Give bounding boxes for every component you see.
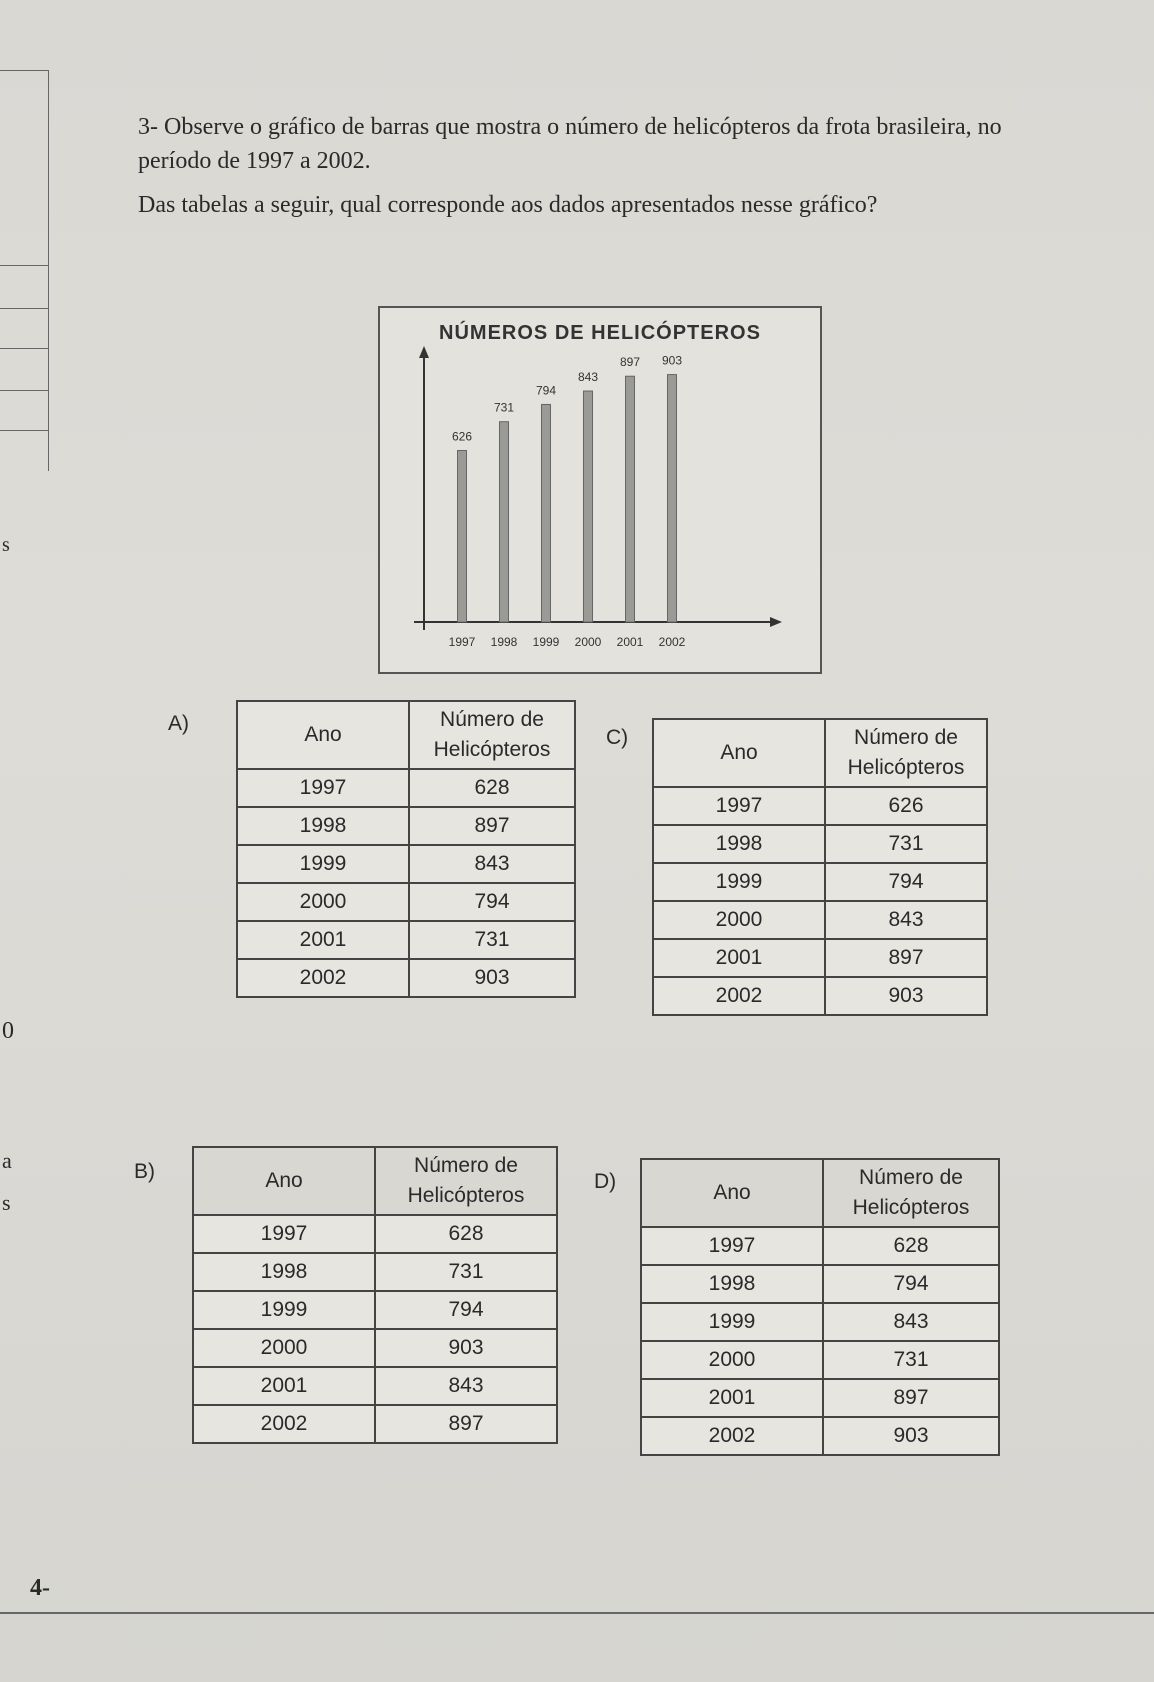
x-tick-label: 1998: [490, 635, 518, 649]
year-cell: 1999: [193, 1291, 375, 1329]
table-row: [193, 1405, 557, 1443]
x-tick-label: 2001: [616, 635, 644, 649]
table-row: [237, 807, 575, 845]
table-row: [193, 1367, 557, 1405]
count-cell: 897: [825, 939, 987, 977]
option-d-label[interactable]: D): [594, 1170, 617, 1193]
header-count: Número de Helicópteros: [823, 1159, 999, 1227]
count-cell: 731: [823, 1341, 999, 1379]
year-cell: 1998: [653, 825, 825, 863]
table-row: [237, 959, 575, 997]
table-row: [653, 787, 987, 825]
count-cell: 628: [409, 769, 575, 807]
margin-rule: [0, 390, 48, 391]
table-row: [193, 1215, 557, 1253]
table-row: [653, 901, 987, 939]
count-cell: 628: [823, 1227, 999, 1265]
year-cell: 2001: [653, 939, 825, 977]
table-row: [653, 939, 987, 977]
bar-value-label: 843: [577, 370, 599, 385]
year-cell: 1998: [641, 1265, 823, 1303]
margin-mark: s: [2, 1190, 11, 1215]
margin-mark: 0: [2, 1018, 14, 1044]
year-cell: 1999: [653, 863, 825, 901]
year-cell: 1997: [641, 1227, 823, 1265]
question-text: Observe o gráfico de barras que mostra o número de helicópteros da frota brasileira, no período de 1997 a 2002.: [138, 114, 1002, 174]
bar-value-label: 794: [535, 383, 557, 398]
question-prompt: Das tabelas a seguir, qual corresponde aos dados apresentados nesse gráfico?: [138, 192, 878, 218]
header-year: Ano: [237, 701, 409, 769]
header-count: Número de Helicópteros: [375, 1147, 557, 1215]
year-cell: 1997: [193, 1215, 375, 1253]
count-cell: 794: [825, 863, 987, 901]
count-cell: 731: [409, 921, 575, 959]
bar: [542, 404, 551, 622]
count-cell: 897: [375, 1405, 557, 1443]
option-b-label[interactable]: B): [134, 1160, 155, 1183]
count-cell: 903: [409, 959, 575, 997]
count-cell: 731: [375, 1253, 557, 1291]
count-cell: 731: [825, 825, 987, 863]
option-d-table[interactable]: [640, 1158, 1000, 1456]
table-row: [641, 1227, 999, 1265]
table-row: [641, 1417, 999, 1455]
count-cell: 843: [375, 1367, 557, 1405]
chart-canvas: [380, 308, 820, 672]
count-cell: 903: [823, 1417, 999, 1455]
year-cell: 2000: [237, 883, 409, 921]
bar-value-label: 626: [451, 429, 473, 444]
year-cell: 1997: [237, 769, 409, 807]
year-cell: 2002: [641, 1417, 823, 1455]
year-cell: 2002: [193, 1405, 375, 1443]
count-cell: 897: [409, 807, 575, 845]
year-cell: 2002: [653, 977, 825, 1015]
count-cell: 843: [409, 845, 575, 883]
year-cell: 2000: [193, 1329, 375, 1367]
page-number: 4-: [30, 1575, 50, 1601]
table-row: [237, 921, 575, 959]
year-cell: 1999: [237, 845, 409, 883]
year-cell: 2000: [641, 1341, 823, 1379]
margin-mark: a: [2, 1148, 12, 1173]
bar: [668, 375, 677, 622]
option-a-table[interactable]: [236, 700, 576, 998]
bar: [458, 450, 467, 622]
bar: [584, 391, 593, 622]
count-cell: 843: [825, 901, 987, 939]
year-cell: 1997: [653, 787, 825, 825]
bar-chart: [378, 306, 822, 674]
count-cell: 843: [823, 1303, 999, 1341]
y-axis-arrow: [419, 346, 429, 358]
x-tick-label: 1997: [448, 635, 476, 649]
year-cell: 2001: [641, 1379, 823, 1417]
year-cell: 1998: [237, 807, 409, 845]
table-row: [193, 1291, 557, 1329]
table-row: [653, 977, 987, 1015]
margin-frame: [0, 70, 49, 471]
option-b-table[interactable]: [192, 1146, 558, 1444]
year-cell: 1998: [193, 1253, 375, 1291]
year-cell: 2002: [237, 959, 409, 997]
table-row: [653, 825, 987, 863]
bar-value-label: 897: [619, 355, 641, 370]
year-cell: 1999: [641, 1303, 823, 1341]
count-cell: 897: [823, 1379, 999, 1417]
count-cell: 794: [823, 1265, 999, 1303]
bar-value-label: 731: [493, 400, 515, 415]
x-axis-arrow: [770, 617, 782, 627]
table-row: [641, 1341, 999, 1379]
x-tick-label: 2000: [574, 635, 602, 649]
count-cell: 626: [825, 787, 987, 825]
count-cell: 794: [375, 1291, 557, 1329]
table-row: [641, 1379, 999, 1417]
margin-rule: [0, 430, 48, 431]
option-c-label[interactable]: C): [606, 726, 629, 749]
header-year: Ano: [641, 1159, 823, 1227]
count-cell: 903: [375, 1329, 557, 1367]
header-count: Número de Helicópteros: [409, 701, 575, 769]
chart-title: NÚMEROS DE HELICÓPTEROS: [439, 322, 761, 344]
header-count: Número de Helicópteros: [825, 719, 987, 787]
count-cell: 903: [825, 977, 987, 1015]
table-row: [641, 1265, 999, 1303]
margin-rule: [0, 265, 48, 266]
footer-rule: [0, 1612, 1154, 1614]
table-row: [653, 863, 987, 901]
bar-value-label: 903: [661, 353, 683, 368]
count-cell: 794: [409, 883, 575, 921]
question-number: 3-: [138, 114, 158, 140]
year-cell: 2001: [193, 1367, 375, 1405]
bar: [500, 422, 509, 622]
table-row: [237, 845, 575, 883]
year-cell: 2000: [653, 901, 825, 939]
table-row: [193, 1253, 557, 1291]
margin-rule: [0, 348, 48, 349]
header-year: Ano: [193, 1147, 375, 1215]
x-tick-label: 2002: [658, 635, 686, 649]
table-row: [641, 1303, 999, 1341]
margin-mark: s: [2, 534, 10, 556]
option-a-label[interactable]: A): [168, 712, 189, 735]
header-year: Ano: [653, 719, 825, 787]
margin-rule: [0, 308, 48, 309]
question-statement: [138, 110, 1058, 178]
table-row: [237, 883, 575, 921]
table-row: [237, 769, 575, 807]
table-row: [193, 1329, 557, 1367]
question-block: [138, 110, 1058, 232]
bar: [626, 376, 635, 622]
option-c-table[interactable]: [652, 718, 988, 1016]
count-cell: 628: [375, 1215, 557, 1253]
year-cell: 2001: [237, 921, 409, 959]
x-tick-label: 1999: [532, 635, 560, 649]
